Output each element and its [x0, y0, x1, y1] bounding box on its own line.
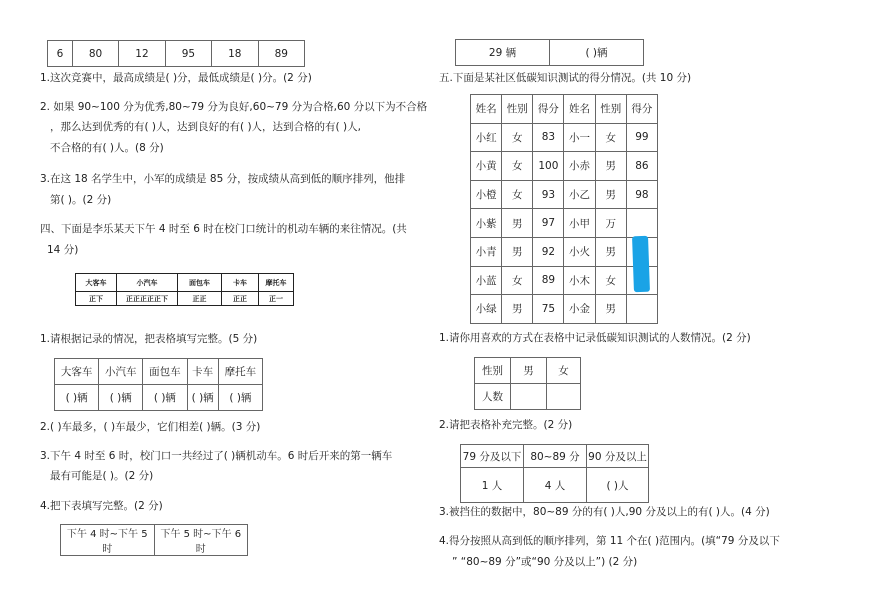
table-header: 小汽车 — [117, 274, 178, 292]
question-text: 4.把下表填写完整。(2 分) — [40, 500, 163, 512]
table-cell: 小一 — [564, 123, 595, 152]
table-cell: 12 — [119, 41, 165, 67]
table-cell: 男 — [502, 237, 533, 266]
question-text: 3.被挡住的数据中，80~89 分的有( )人,90 分及以上的有( )人。(4 分) — [439, 506, 770, 518]
covered-data-marker — [632, 236, 650, 293]
table-cell: 小绿 — [471, 295, 502, 324]
table-cell: 98 — [626, 180, 657, 209]
table-cell: 89 — [258, 41, 304, 67]
table-cell: 女 — [595, 123, 626, 152]
table-cell: 83 — [533, 123, 564, 152]
table-cell: 99 — [626, 123, 657, 152]
table-cell: 小青 — [471, 237, 502, 266]
table-cell: 75 — [533, 295, 564, 324]
table-cell: 小金 — [564, 295, 595, 324]
table-header: 性别 — [502, 95, 533, 124]
table-cell: 万 — [595, 209, 626, 238]
table-cell: ( )辆 — [99, 385, 143, 411]
table-cell: 6 — [48, 41, 73, 67]
table-header: 80~89 分 — [524, 445, 587, 468]
table-cell: 小红 — [471, 123, 502, 152]
tally-cell: 正正 — [178, 292, 222, 306]
table-cell: 18 — [212, 41, 258, 67]
table-header: 得分 — [626, 95, 657, 124]
table-cell: 29 辆 — [456, 40, 550, 66]
table-header: 女 — [547, 358, 581, 384]
table-cell — [511, 384, 547, 410]
table-cell: 小蓝 — [471, 266, 502, 295]
question-text: 1.请根据记录的情况，把表格填写完整。(5 分) — [40, 333, 258, 345]
section-heading: 14 分) — [47, 244, 79, 256]
table-header: 姓名 — [471, 95, 502, 124]
table-header: 大客车 — [76, 274, 117, 292]
tally-cell: 正下 — [76, 292, 117, 306]
score-table — [470, 94, 658, 324]
table-cell: 男 — [595, 295, 626, 324]
table-cell: 女 — [502, 123, 533, 152]
table-cell: 男 — [595, 152, 626, 181]
table-cell: 男 — [502, 209, 533, 238]
table-cell: 86 — [626, 152, 657, 181]
table-header: 下午 5 时~下午 6 时 — [154, 525, 248, 556]
tally-cell: 正正正正正下 — [117, 292, 178, 306]
table-cell: 小橙 — [471, 180, 502, 209]
table-header: 90 分及以上 — [587, 445, 649, 468]
table-cell: 小紫 — [471, 209, 502, 238]
table-cell: 80 — [72, 41, 118, 67]
table-cell: 93 — [533, 180, 564, 209]
table-cell: 小乙 — [564, 180, 595, 209]
table-cell — [626, 295, 657, 324]
score-top-table — [47, 40, 305, 67]
section-heading: 五.下面是某社区低碳知识测试的得分情况。(共 10 分) — [439, 72, 692, 84]
question-text: 1.请你用喜欢的方式在表格中记录低碳知识测试的人数情况。(2 分) — [439, 332, 751, 344]
table-header: 卡车 — [187, 359, 218, 385]
question-text: 3.在这 18 名学生中，小军的成绩是 85 分，按成绩从高到低的顺序排列，他排 — [40, 173, 406, 185]
table-cell — [547, 384, 581, 410]
table-cell: 女 — [502, 152, 533, 181]
table-cell: 小火 — [564, 237, 595, 266]
question-text: 4.得分按照从高到低的顺序排列，第 11 个在( )范围内。(填“79 分及以下 — [439, 535, 780, 547]
table-header: 性别 — [475, 358, 511, 384]
question-text: ，那么达到优秀的有( )人，达到良好的有( )人，达到合格的有( )人, — [50, 121, 361, 133]
table-header: 摩托车 — [259, 274, 294, 292]
table-cell: ( )辆 — [55, 385, 99, 411]
table-cell: 小黄 — [471, 152, 502, 181]
table-cell: 男 — [502, 295, 533, 324]
tally-cell: 正一 — [259, 292, 294, 306]
table-cell: 小甲 — [564, 209, 595, 238]
section-heading: 四、下面是李乐某天下午 4 时至 6 时在校门口统计的机动车辆的来往情况。(共 — [40, 223, 407, 235]
table-cell: ( )辆 — [143, 385, 187, 411]
table-cell: 95 — [165, 41, 211, 67]
score-range-table — [460, 444, 649, 503]
question-text: 不合格的有( )人。(8 分) — [50, 142, 164, 154]
table-cell: 男 — [595, 237, 626, 266]
table-cell: ( )人 — [587, 468, 649, 503]
table-cell: 小赤 — [564, 152, 595, 181]
table-header: 大客车 — [55, 359, 99, 385]
time-table — [60, 524, 248, 556]
table-cell: ( )辆 — [550, 40, 644, 66]
tally-table — [75, 273, 294, 306]
table-header: 面包车 — [143, 359, 187, 385]
table-cell: 人数 — [475, 384, 511, 410]
table-cell: ( )辆 — [187, 385, 218, 411]
table-cell: 100 — [533, 152, 564, 181]
table-cell: ( )辆 — [218, 385, 262, 411]
vehicle-fill-table — [54, 358, 263, 411]
top-right-table — [455, 39, 644, 66]
question-text: 1.这次竞赛中，最高成绩是( )分，最低成绩是( )分。(2 分) — [40, 72, 312, 84]
table-cell: 97 — [533, 209, 564, 238]
table-cell: 4 人 — [524, 468, 587, 503]
question-text: 最有可能是( )。(2 分) — [50, 470, 154, 482]
question-text: ” “80~89 分”或“90 分及以上”) (2 分) — [452, 556, 638, 568]
table-header: 79 分及以下 — [461, 445, 524, 468]
table-header: 男 — [511, 358, 547, 384]
question-text: 第( )。(2 分) — [50, 194, 112, 206]
gender-count-table — [474, 357, 581, 410]
table-cell: 89 — [533, 266, 564, 295]
table-cell: 92 — [533, 237, 564, 266]
table-header: 得分 — [533, 95, 564, 124]
table-header: 面包车 — [178, 274, 222, 292]
table-cell: 小木 — [564, 266, 595, 295]
table-cell: 女 — [502, 180, 533, 209]
table-cell: 女 — [595, 266, 626, 295]
table-header: 下午 4 时~下午 5 时 — [61, 525, 155, 556]
question-text: 2. 如果 90~100 分为优秀,80~79 分为良好,60~79 分为合格,60 分以下为不合格 — [40, 101, 428, 113]
table-header: 小汽车 — [99, 359, 143, 385]
question-text: 2.( )车最多，( )车最少，它们相差( )辆。(3 分) — [40, 421, 261, 433]
table-header: 卡车 — [222, 274, 259, 292]
table-header: 性别 — [595, 95, 626, 124]
table-cell: 男 — [595, 180, 626, 209]
question-text: 2.请把表格补充完整。(2 分) — [439, 419, 573, 431]
table-header: 姓名 — [564, 95, 595, 124]
table-header: 摩托车 — [218, 359, 262, 385]
table-cell — [626, 209, 657, 238]
tally-cell: 正正 — [222, 292, 259, 306]
table-cell: 女 — [502, 266, 533, 295]
table-cell: 1 人 — [461, 468, 524, 503]
question-text: 3.下午 4 时至 6 时，校门口一共经过了( )辆机动车。6 时后开来的第一辆车 — [40, 450, 393, 462]
